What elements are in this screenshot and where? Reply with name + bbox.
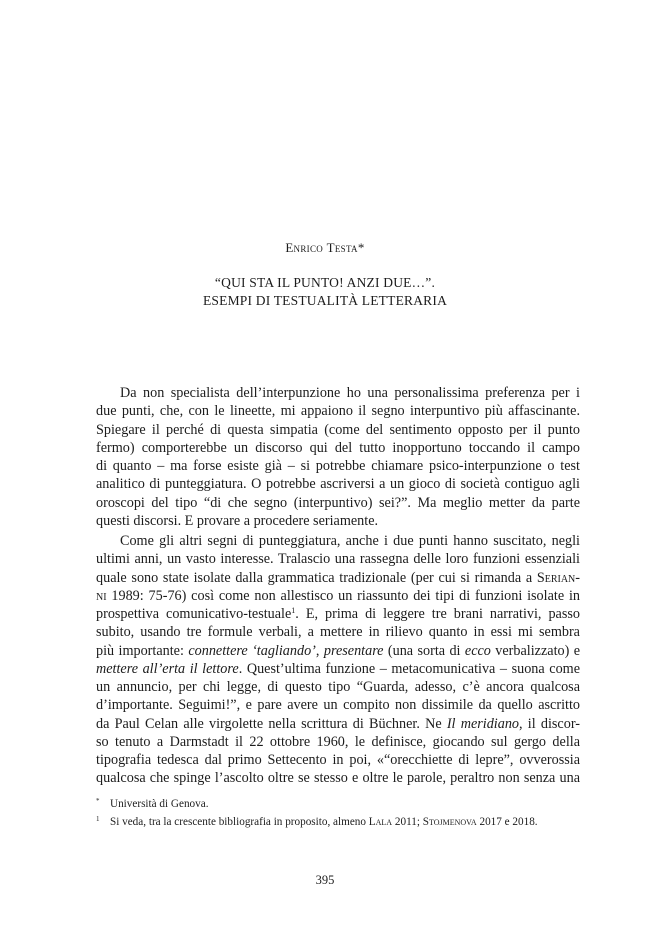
title-line-2: ESEMPI DI TESTUALITÀ LETTERARIA xyxy=(202,293,448,308)
text-line: Spiegare il perché di questa simpatia (come del sentimento opposto per il punto xyxy=(96,421,580,438)
text-line: Da non specialista dell’interpunzione ho una personalissima preferenza per i xyxy=(120,385,580,401)
text-line: due punti, che, con le lineette, mi appaiono il segno interpuntivo più affascinante. xyxy=(96,403,580,420)
text-line: qualcosa che spinge l’ascolto oltre se stesso e oltre le parole, peraltro non senza una xyxy=(96,770,580,787)
text-line: da Paul Celan alle virgolette nella scrittura di Büchner. Ne Il meridiano, il discor- xyxy=(96,715,580,732)
text-line: un annuncio, per chi legge, di questo tipo “Guarda, adesso, c’è ancora qualcosa xyxy=(96,679,580,695)
citation-serianni: Serian- xyxy=(536,569,580,586)
paragraph-1 xyxy=(96,384,580,530)
text-line: di quanto – ma forse esiste già – si potrebbe chiamare psico-interpunzione o test xyxy=(96,458,580,474)
footnotes xyxy=(96,794,586,830)
text-line: d’importante. Seguimi!”, e pare avere un compito non dissimile da quello ascritto xyxy=(96,697,580,714)
text-line: subito, usando tre formule verbali, a mettere in rilievo quanto in essi mi sembra xyxy=(96,624,580,641)
text-line: più importante: connettere ‘tagliando’, presentare (una sorta di ecco verbalizzato) e xyxy=(96,642,581,659)
text-line: so tenuto a Darmstadt il 22 ottobre 1960, le definisce, giocando sul gergo della xyxy=(96,733,580,750)
article-title xyxy=(0,274,650,310)
author-name xyxy=(0,240,650,256)
text-line: oroscopi del tipo “di che segno (interpuntivo) sei?”. Ma meglio metter da parte xyxy=(96,494,580,511)
text-line: ultimi anni, un vasto interesse. Tralascio una rassegna delle loro funzioni essenziali xyxy=(96,551,580,568)
author-first-name: Enrico xyxy=(285,240,324,255)
title-line-1: “QUI STA IL PUNTO! ANZI DUE…”. xyxy=(214,275,436,290)
text-line: prospettiva comunicativo-testuale$^1$. E, prima di leggere tre brani narrativi, passo xyxy=(96,606,580,622)
text-line: mettere all’erta il lettore. Quest’ultima funzione – metacomunicativa – suona come xyxy=(96,660,581,677)
text-line: quale sono state isolate dalla grammatica tradizionale (per cui si rimanda a Serian- xyxy=(96,569,580,586)
body-text xyxy=(96,384,580,788)
text-line: tipografia tedesca dal primo Settecento in poi, «“orecchiette di lepre”, ovverossia xyxy=(96,752,580,768)
footnote-affiliation: * Università di Genova. xyxy=(96,797,209,810)
footnote-ref-1: 1 xyxy=(291,606,296,615)
author-footnote-mark: * xyxy=(357,240,365,255)
text-line: Come gli altri segni di punteggiatura, anche i due punti hanno suscitato, negli xyxy=(120,533,580,549)
author-last-name: Testa xyxy=(326,240,358,255)
text-line: questi discorsi. E provare a procedere seriamente. xyxy=(96,512,379,529)
paragraph-2 xyxy=(96,532,580,788)
text-line: analitico di punteggiatura. O potrebbe ascriversi a un gioco di società contiguo agli xyxy=(96,476,580,493)
page-number: 395 xyxy=(315,873,335,887)
text-line: fermo) comporterebbe un discorso qui del tutto inopportuno toccando il campo xyxy=(96,439,580,456)
footnote-1: 1 Si veda, tra la crescente bibliografia in proposito, almeno Lala 2011; Stojmenova 2017 e 2018. xyxy=(96,815,538,828)
text-line: ni 1989: 75-76) così come non allestisco un riassunto dei tipi di funzioni isolate in xyxy=(96,587,580,604)
